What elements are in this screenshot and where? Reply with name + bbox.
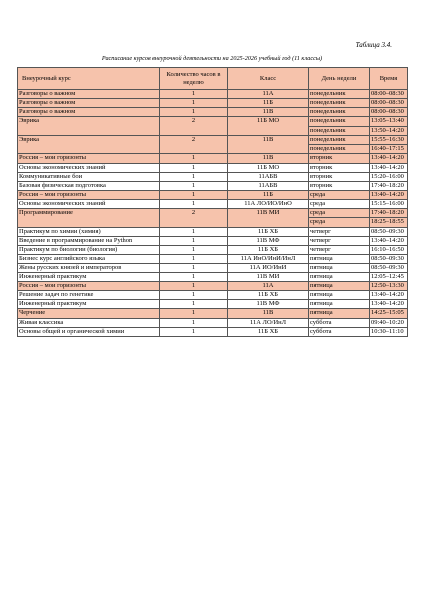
hours-cell: 1 bbox=[160, 99, 228, 108]
day-value: среда bbox=[309, 217, 369, 226]
class-cell: 11Б ХБ bbox=[228, 291, 309, 300]
hours-cell: 1 bbox=[160, 190, 228, 199]
time-value: 08:50–09:30 bbox=[371, 227, 404, 235]
time-value: 18:25–18:55 bbox=[370, 217, 407, 226]
time-value: 15:20–16:00 bbox=[371, 172, 404, 180]
class-cell: 11А bbox=[228, 90, 309, 99]
day-value: понедельник bbox=[310, 117, 346, 125]
time-value: 08:00–08:30 bbox=[371, 108, 404, 116]
course-cell: Разговоры о важном bbox=[18, 90, 160, 99]
table-row bbox=[18, 190, 408, 199]
time-value: 13:50–14:20 bbox=[370, 126, 407, 135]
table-number: Таблица 3.4. bbox=[355, 41, 392, 49]
course-cell: Практикум по химии (химия) bbox=[18, 227, 160, 236]
table-row bbox=[18, 90, 408, 99]
day-cell bbox=[309, 318, 370, 327]
table-row bbox=[18, 108, 408, 117]
time-cell bbox=[370, 245, 408, 254]
table-row bbox=[18, 236, 408, 245]
day-value: вторник bbox=[310, 172, 333, 180]
table-row bbox=[18, 209, 408, 228]
time-value: 08:00–08:30 bbox=[371, 90, 404, 97]
day-value: пятница bbox=[310, 254, 333, 262]
table-row bbox=[18, 318, 408, 327]
time-cell bbox=[370, 117, 408, 136]
day-value: вторник bbox=[310, 181, 333, 189]
table-row bbox=[18, 300, 408, 309]
table-row bbox=[18, 199, 408, 208]
hours-cell: 1 bbox=[160, 163, 228, 172]
table-row bbox=[18, 264, 408, 273]
day-value: понедельник bbox=[310, 90, 346, 97]
time-cell bbox=[370, 108, 408, 117]
day-cell bbox=[309, 309, 370, 318]
day-value: понедельник bbox=[310, 108, 346, 116]
schedule-table bbox=[17, 67, 408, 337]
day-cell bbox=[309, 327, 370, 336]
class-cell: 11В МФ bbox=[228, 236, 309, 245]
hours-cell: 1 bbox=[160, 282, 228, 291]
time-value: 13:40–14:20 bbox=[371, 291, 404, 299]
course-cell: Основы экономических знаний bbox=[18, 199, 160, 208]
course-cell: Введение в программирование на Python bbox=[18, 236, 160, 245]
table-row bbox=[18, 99, 408, 108]
day-value: пятница bbox=[310, 300, 333, 308]
class-cell: 11А ЛО/ИнЛ bbox=[228, 318, 309, 327]
table-row bbox=[18, 291, 408, 300]
time-cell bbox=[370, 300, 408, 309]
hours-cell: 1 bbox=[160, 245, 228, 254]
time-value: 17:40–18:20 bbox=[371, 209, 404, 217]
time-cell bbox=[370, 273, 408, 282]
course-cell: Программирование bbox=[18, 209, 160, 228]
day-value: понедельник bbox=[309, 126, 369, 135]
time-cell bbox=[370, 135, 408, 154]
header-class: Класс bbox=[228, 68, 309, 90]
course-cell: Основы общей и органической химии bbox=[18, 327, 160, 336]
time-value: 08:50–09:30 bbox=[371, 264, 404, 271]
header-time: Время bbox=[370, 68, 408, 90]
course-cell: Россия – мои горизонты bbox=[18, 154, 160, 163]
class-cell: 11АБВ bbox=[228, 181, 309, 190]
day-cell bbox=[309, 90, 370, 99]
class-cell: 11Б ХБ bbox=[228, 227, 309, 236]
class-cell: 11АБВ bbox=[228, 172, 309, 181]
time-cell bbox=[370, 236, 408, 245]
class-cell: 11В МФ bbox=[228, 300, 309, 309]
day-value: вторник bbox=[310, 154, 333, 162]
day-value: понедельник bbox=[310, 99, 346, 107]
time-value: 15:15–16:00 bbox=[371, 199, 404, 207]
table-row bbox=[18, 273, 408, 282]
class-cell: 11А ЛО/ИО/ИнО bbox=[228, 199, 309, 208]
day-value: пятница bbox=[310, 291, 333, 299]
day-cell bbox=[309, 273, 370, 282]
day-value: пятница bbox=[310, 273, 333, 281]
day-value: понедельник bbox=[309, 144, 369, 153]
time-value: 10:30–11:10 bbox=[371, 327, 404, 335]
course-cell: Бизнес курс английского языка bbox=[18, 254, 160, 263]
course-cell: Разговоры о важном bbox=[18, 99, 160, 108]
time-value: 08:00–08:30 bbox=[371, 99, 404, 107]
time-value: 08:50–09:30 bbox=[371, 254, 404, 262]
header-day: День недели bbox=[309, 68, 370, 90]
hours-cell: 1 bbox=[160, 318, 228, 327]
table-row bbox=[18, 309, 408, 318]
day-cell bbox=[309, 264, 370, 273]
time-value: 15:55–16:30 bbox=[371, 135, 404, 143]
course-cell: Россия – мои горизонты bbox=[18, 190, 160, 199]
time-value: 16:10–16:50 bbox=[371, 245, 404, 253]
day-value: среда bbox=[310, 209, 326, 217]
time-cell bbox=[370, 190, 408, 199]
day-cell bbox=[309, 236, 370, 245]
day-cell bbox=[309, 282, 370, 291]
day-cell bbox=[309, 199, 370, 208]
hours-cell: 1 bbox=[160, 181, 228, 190]
time-cell bbox=[370, 163, 408, 172]
class-cell: 11Б МО bbox=[228, 163, 309, 172]
day-cell bbox=[309, 172, 370, 181]
hours-cell: 1 bbox=[160, 291, 228, 300]
day-value: суббота bbox=[310, 327, 332, 335]
course-cell: Решение задач по генетике bbox=[18, 291, 160, 300]
time-value: 16:40–17:15 bbox=[370, 144, 407, 153]
day-cell bbox=[309, 209, 370, 228]
day-cell bbox=[309, 135, 370, 154]
time-value: 13:40–14:20 bbox=[371, 236, 404, 244]
table-row bbox=[18, 163, 408, 172]
day-cell bbox=[309, 254, 370, 263]
time-cell bbox=[370, 154, 408, 163]
day-value: пятница bbox=[310, 309, 333, 317]
day-value: четверг bbox=[310, 245, 331, 253]
course-cell: Инженерный практикум bbox=[18, 300, 160, 309]
time-value: 13:40–14:20 bbox=[371, 163, 404, 171]
time-value: 12:05–12:45 bbox=[371, 273, 404, 281]
day-cell bbox=[309, 190, 370, 199]
course-cell: Эврика bbox=[18, 135, 160, 154]
class-cell: 11В bbox=[228, 154, 309, 163]
course-cell: Базовая физическая подготовка bbox=[18, 181, 160, 190]
time-cell bbox=[370, 254, 408, 263]
hours-cell: 1 bbox=[160, 172, 228, 181]
table-row bbox=[18, 117, 408, 136]
day-cell bbox=[309, 154, 370, 163]
time-cell bbox=[370, 99, 408, 108]
day-value: четверг bbox=[310, 236, 331, 244]
day-cell bbox=[309, 291, 370, 300]
hours-cell: 2 bbox=[160, 135, 228, 154]
table-row bbox=[18, 282, 408, 291]
course-cell: Основы экономических знаний bbox=[18, 163, 160, 172]
day-value: понедельник bbox=[310, 135, 346, 143]
day-cell bbox=[309, 108, 370, 117]
day-cell bbox=[309, 300, 370, 309]
time-cell bbox=[370, 291, 408, 300]
class-cell: 11Б ХБ bbox=[228, 245, 309, 254]
class-cell: 11А bbox=[228, 282, 309, 291]
hours-cell: 1 bbox=[160, 264, 228, 273]
time-value: 09:40–10:20 bbox=[371, 318, 404, 326]
time-cell bbox=[370, 199, 408, 208]
hours-cell: 1 bbox=[160, 236, 228, 245]
time-cell bbox=[370, 264, 408, 273]
time-cell bbox=[370, 318, 408, 327]
time-value: 12:50–13:30 bbox=[371, 282, 404, 290]
time-cell bbox=[370, 309, 408, 318]
class-cell: 11А ИнО/ИнИ/ИнЛ bbox=[228, 254, 309, 263]
class-cell: 11В МИ bbox=[228, 209, 309, 228]
day-value: пятница bbox=[310, 282, 333, 290]
class-cell: 11А ИО/ИнИ bbox=[228, 264, 309, 273]
table-row bbox=[18, 181, 408, 190]
hours-cell: 1 bbox=[160, 300, 228, 309]
time-cell bbox=[370, 90, 408, 99]
day-value: пятница bbox=[310, 264, 333, 271]
class-cell: 11Б bbox=[228, 190, 309, 199]
course-cell: Практикум по биологии (биология) bbox=[18, 245, 160, 254]
day-cell bbox=[309, 117, 370, 136]
class-cell: 11Б ХБ bbox=[228, 327, 309, 336]
header-course: Внеурочный курс bbox=[18, 68, 160, 90]
course-cell: Инженерный практикум bbox=[18, 273, 160, 282]
hours-cell: 1 bbox=[160, 254, 228, 263]
time-cell bbox=[370, 282, 408, 291]
day-cell bbox=[309, 245, 370, 254]
hours-cell: 1 bbox=[160, 154, 228, 163]
time-cell bbox=[370, 172, 408, 181]
hours-cell: 1 bbox=[160, 327, 228, 336]
time-cell bbox=[370, 209, 408, 228]
course-cell: Разговоры о важном bbox=[18, 108, 160, 117]
time-cell bbox=[370, 327, 408, 336]
time-value: 13:40–14:20 bbox=[371, 154, 404, 162]
hours-cell: 1 bbox=[160, 108, 228, 117]
table-row bbox=[18, 172, 408, 181]
course-cell: Живая классика bbox=[18, 318, 160, 327]
day-cell bbox=[309, 99, 370, 108]
class-cell: 11Б bbox=[228, 99, 309, 108]
time-value: 14:25–15:05 bbox=[371, 309, 404, 317]
hours-cell: 1 bbox=[160, 309, 228, 318]
day-value: суббота bbox=[310, 318, 332, 326]
table-row bbox=[18, 227, 408, 236]
time-cell bbox=[370, 181, 408, 190]
hours-cell: 1 bbox=[160, 90, 228, 99]
schedule-body bbox=[18, 90, 408, 337]
time-value: 17:40–18:20 bbox=[371, 181, 404, 189]
time-value: 13:40–14:20 bbox=[371, 300, 404, 308]
course-cell: Жены русских князей и императоров bbox=[18, 264, 160, 273]
day-value: среда bbox=[310, 190, 326, 198]
hours-cell: 1 bbox=[160, 199, 228, 208]
hours-cell: 1 bbox=[160, 273, 228, 282]
table-row bbox=[18, 245, 408, 254]
course-cell: Коммуникативные бои bbox=[18, 172, 160, 181]
table-row bbox=[18, 254, 408, 263]
day-cell bbox=[309, 227, 370, 236]
table-row bbox=[18, 154, 408, 163]
class-cell: 11Б МО bbox=[228, 117, 309, 136]
day-value: среда bbox=[310, 199, 326, 207]
time-cell bbox=[370, 227, 408, 236]
course-cell: Россия – мои горизонты bbox=[18, 282, 160, 291]
class-cell: 11В bbox=[228, 135, 309, 154]
header-row bbox=[18, 68, 408, 90]
course-cell: Эврика bbox=[18, 117, 160, 136]
day-cell bbox=[309, 163, 370, 172]
course-cell: Черчение bbox=[18, 309, 160, 318]
header-hours: Количество часов в неделю bbox=[160, 68, 228, 90]
class-cell: 11В МИ bbox=[228, 273, 309, 282]
class-cell: 11В bbox=[228, 309, 309, 318]
table-row bbox=[18, 327, 408, 336]
class-cell: 11В bbox=[228, 108, 309, 117]
table-caption: Расписание курсов внеурочной деятельности на 2025-2026 учебный год (11 классы) bbox=[101, 55, 323, 62]
hours-cell: 2 bbox=[160, 209, 228, 228]
day-value: четверг bbox=[310, 227, 331, 235]
time-value: 13:40–14:20 bbox=[371, 190, 404, 198]
day-value: вторник bbox=[310, 163, 333, 171]
day-cell bbox=[309, 181, 370, 190]
hours-cell: 2 bbox=[160, 117, 228, 136]
hours-cell: 1 bbox=[160, 227, 228, 236]
table-row bbox=[18, 135, 408, 154]
time-value: 13:05–13:40 bbox=[371, 117, 404, 125]
